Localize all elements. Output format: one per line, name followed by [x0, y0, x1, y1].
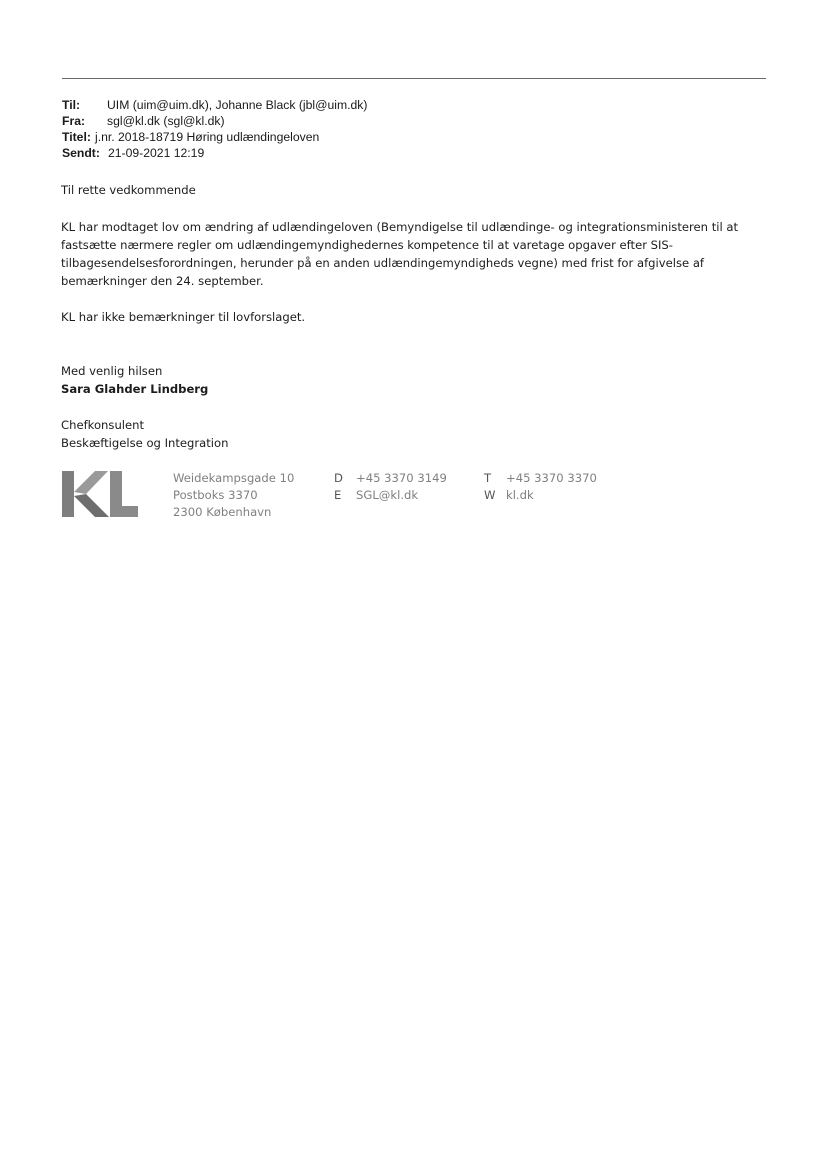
contact-column-direct — [334, 470, 447, 504]
address-block — [173, 470, 294, 521]
header-value-to: UIM (uim@uim.dk), Johanne Black (jbl@uim.dk) — [107, 98, 368, 112]
contact-direct-phone — [334, 470, 447, 487]
contact-key: E — [334, 488, 342, 502]
letter-closing: Med venlig hilsen — [61, 364, 163, 378]
signer-department: Beskæftigelse og Integration — [61, 436, 229, 450]
kl-logo — [62, 470, 138, 518]
contact-value: +45 3370 3370 — [506, 471, 597, 485]
header-value-from: sgl@kl.dk (sgl@kl.dk) — [107, 114, 225, 128]
letter-salutation: Til rette vedkommende — [61, 183, 196, 197]
header-row-to — [62, 97, 367, 113]
header-value-sent: 21-09-2021 12:19 — [108, 146, 205, 160]
header-label-subject: Titel: — [62, 130, 91, 144]
address-line: Weidekampsgade 10 — [173, 471, 295, 485]
letter-paragraph-2: KL har ikke bemærkninger til lovforslaget. — [61, 310, 306, 324]
paragraph-1-line: KL har modtaget lov om ændring af udlændingeloven (Bemyndigelse til udlændinge- og integrationsministeren til at — [61, 220, 739, 234]
header-divider — [62, 78, 766, 79]
contact-value: +45 3370 3149 — [356, 471, 447, 485]
header-row-from — [62, 113, 367, 129]
header-label-from: Fra: — [62, 114, 86, 128]
paragraph-1-line: bemærkninger den 24. september. — [61, 274, 264, 288]
contact-key: W — [484, 488, 496, 502]
header-row-sent — [62, 145, 367, 161]
contact-value: SGL@kl.dk — [356, 488, 419, 502]
contact-website — [484, 487, 597, 504]
contact-main-phone — [484, 470, 597, 487]
address-line: Postboks 3370 — [173, 488, 258, 502]
signer-title: Chefkonsulent — [61, 418, 145, 432]
header-value-subject: j.nr. 2018-18719 Høring udlændingeloven — [95, 130, 320, 144]
contact-key: D — [334, 471, 343, 485]
contact-key: T — [484, 471, 492, 485]
contact-column-general — [484, 470, 597, 504]
letter-paragraph-1 — [61, 218, 738, 290]
address-line: 2300 København — [173, 505, 272, 519]
paragraph-1-line: tilbagesendelsesforordningen, herunder på en anden udlændingemyndigheds vegne) med frist for afgivelse af — [61, 256, 704, 270]
email-header-block — [62, 97, 367, 161]
header-label-sent: Sendt: — [62, 146, 100, 160]
header-row-subject — [62, 129, 367, 145]
paragraph-1-line: fastsætte nærmere regler om udlændingemyndighedernes kompetence til at varetage opgaver efter SIS- — [61, 238, 673, 252]
contact-value: kl.dk — [506, 488, 534, 502]
header-label-to: Til: — [62, 98, 81, 112]
contact-email — [334, 487, 447, 504]
signer-name: Sara Glahder Lindberg — [61, 382, 209, 396]
